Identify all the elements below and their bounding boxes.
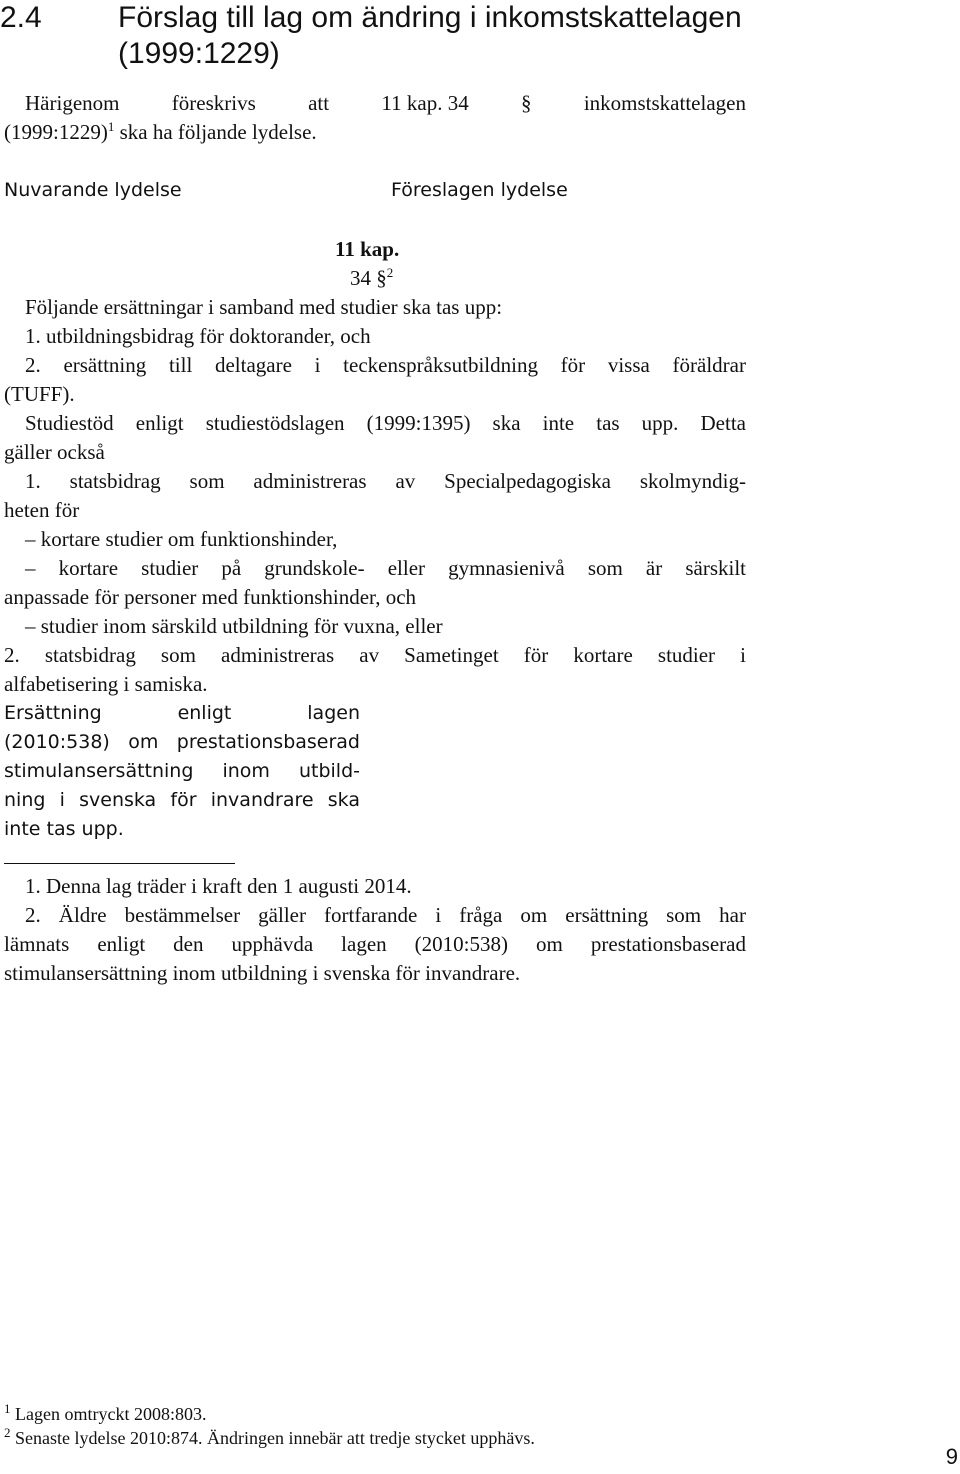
intro-word: att	[308, 91, 330, 115]
list-item: – kortare studier om funktionshinder,	[25, 527, 338, 551]
list-item: – studier inom särskild utbildning för vuxna, eller	[25, 614, 443, 638]
footnote-number: 1	[4, 1401, 11, 1416]
transitional-provision: 2. Äldre bestämmelser gäller fortfarande i fråga om ersättning som har	[25, 903, 746, 927]
page-number: 9	[945, 1444, 958, 1469]
removed-line: Ersättning enligt lagen	[4, 702, 360, 724]
column-header-current: Nuvarande lydelse	[4, 179, 182, 201]
separator-rule	[4, 863, 235, 864]
body-line: 1. statsbidrag som administreras av Specialpedagogiska skolmyndig-	[25, 469, 746, 493]
intro-ref: 11 kap. 34	[381, 91, 469, 115]
list-item: – kortare studier på grundskole- eller gymnasienivå som är särskilt	[25, 556, 746, 580]
intro-word: Härigenom	[25, 91, 120, 115]
body-line: 1. utbildningsbidrag för doktorander, och	[25, 324, 371, 348]
transitional-provision: 1. Denna lag träder i kraft den 1 augusti 2014.	[25, 874, 412, 898]
removed-line: (2010:538) om prestationsbaserad	[4, 731, 360, 753]
chapter-heading: 11 kap.	[335, 237, 400, 261]
paragraph-heading	[350, 264, 393, 293]
transitional-provision: stimulansersättning inom utbildning i svenska för invandrare.	[4, 961, 521, 985]
body-line: 2. ersättning till deltagare i teckenspråksutbildning för vissa föräldrar	[25, 353, 746, 377]
removed-paragraph	[4, 699, 360, 844]
intro-text: ska ha följande lydelse.	[114, 120, 317, 144]
body-line: Följande ersättningar i samband med studier ska tas upp:	[25, 295, 503, 319]
column-header-proposed: Föreslagen lydelse	[391, 179, 568, 201]
intro-word: föreskrivs	[171, 91, 256, 115]
intro-line-1	[25, 89, 746, 118]
intro-law-number: (1999:1229)	[4, 120, 108, 144]
footnote-ref-2: 2	[386, 265, 394, 280]
body-line: anpassade för personer med funktionshinder, och	[4, 585, 417, 609]
body-line: alfabetisering i samiska.	[4, 672, 208, 696]
footnote-number: 2	[4, 1425, 11, 1440]
intro-line-2	[4, 118, 317, 147]
footnote-1	[4, 1402, 206, 1426]
removed-line: stimulansersättning inom utbild-	[4, 760, 360, 782]
section-sign: §	[521, 91, 532, 115]
footnote-text: Senaste lydelse 2010:874. Ändringen innebär att tredje stycket upphävs.	[10, 1428, 535, 1448]
removed-line: ning i svenska för invandrare ska	[4, 789, 360, 811]
body-line: Studiestöd enligt studiestödslagen (1999:1395) ska inte tas upp. Detta	[25, 411, 746, 435]
removed-line: inte tas upp.	[4, 818, 124, 840]
body-line: 2. statsbidrag som administreras av Sametinget för kortare studier i	[4, 643, 746, 667]
section-title-line-2: (1999:1229)	[118, 37, 280, 70]
body-line: heten för	[4, 498, 80, 522]
paragraph-number: 34 §	[350, 266, 387, 290]
footnote-2	[4, 1426, 535, 1450]
body-line: (TUFF).	[4, 382, 75, 406]
body-line: gäller också	[4, 440, 105, 464]
footnote-ref-1: 1	[107, 119, 115, 134]
intro-word: inkomstskattelagen	[583, 91, 746, 115]
section-number: 2.4	[0, 1, 42, 34]
transitional-provision: lämnats enligt den upphävda lagen (2010:538) om prestationsbaserad	[4, 932, 746, 956]
section-title-line-1: Förslag till lag om ändring i inkomstskattelagen	[118, 1, 742, 34]
footnote-text: Lagen omtryckt 2008:803.	[10, 1404, 207, 1424]
